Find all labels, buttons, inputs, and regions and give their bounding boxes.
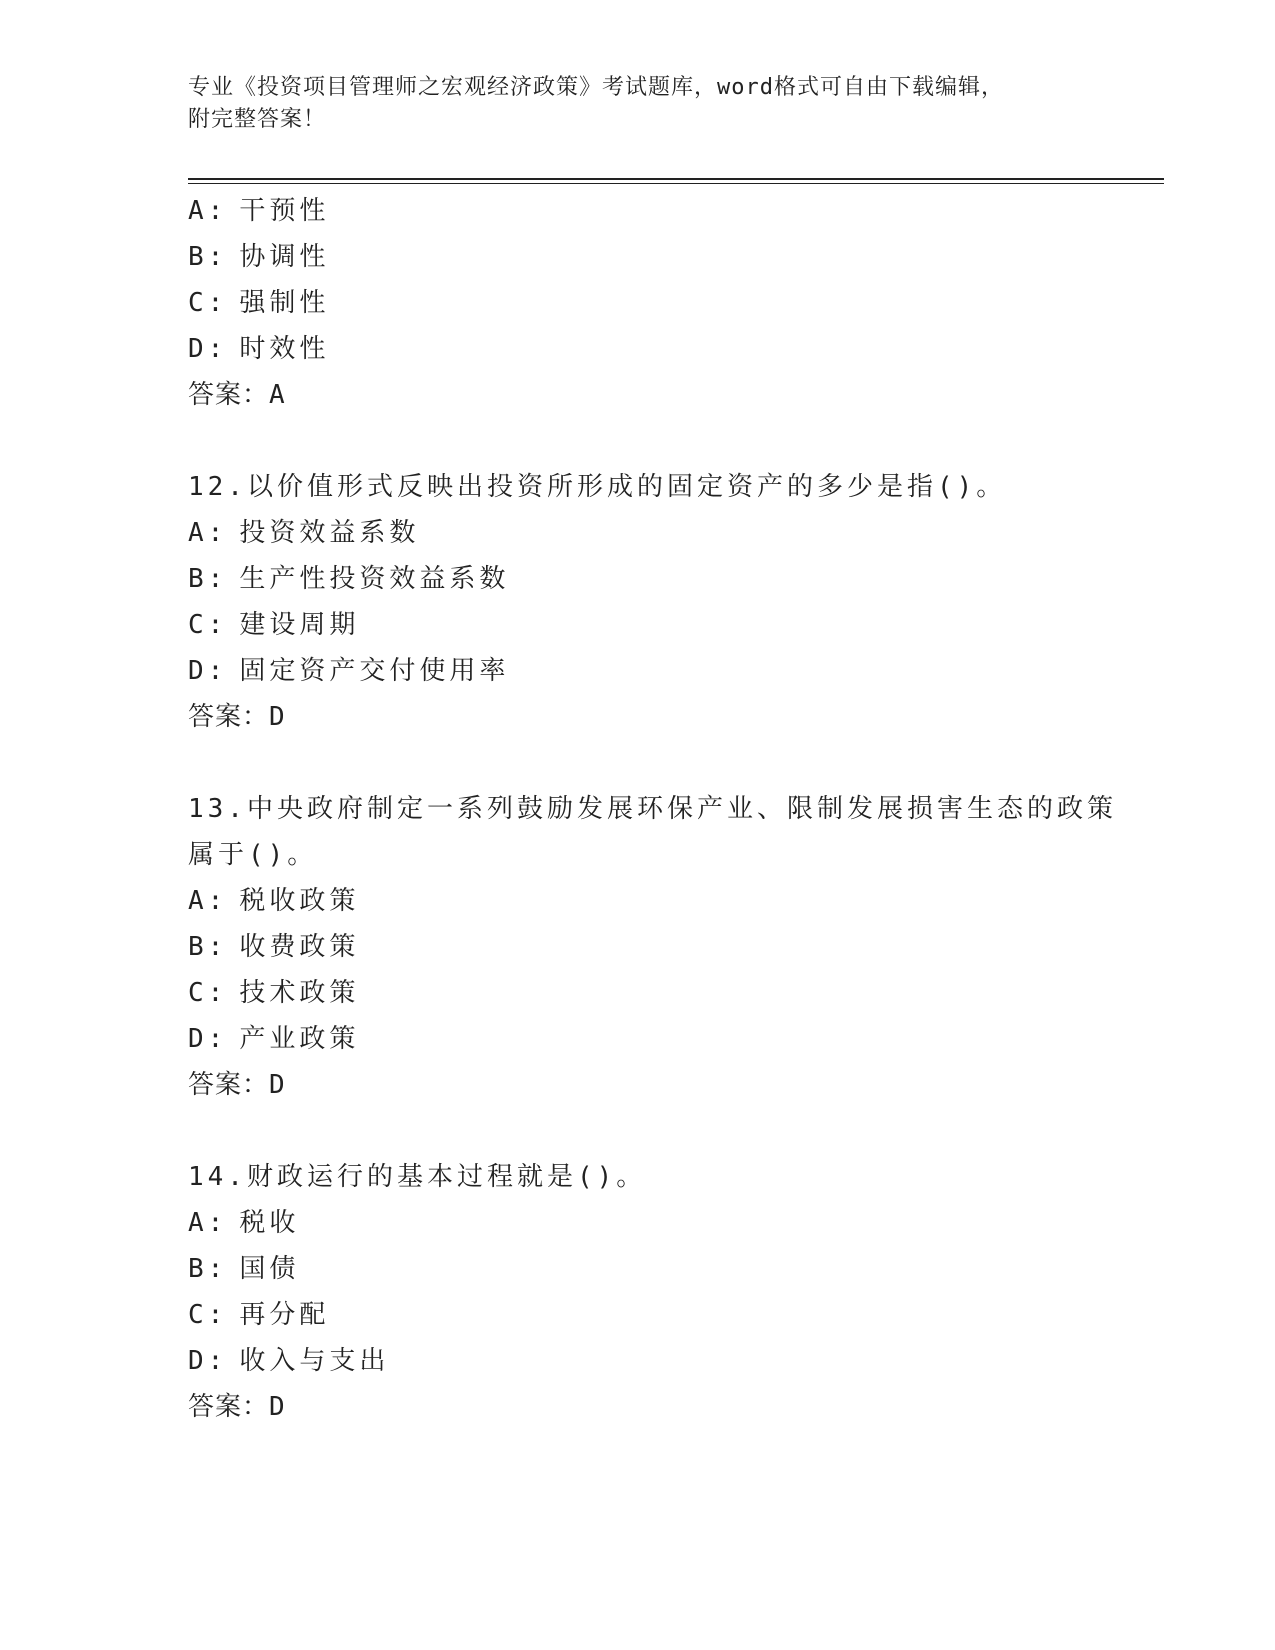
- header-divider-thick: [188, 178, 1164, 180]
- option-text: 收入与支出: [239, 1346, 390, 1376]
- option-d: [188, 1016, 1088, 1062]
- option-b: [188, 556, 1088, 602]
- header-line-2: 附完整答案！: [188, 107, 327, 132]
- option-d: [188, 648, 1088, 694]
- option-text: 产业政策: [239, 1024, 360, 1054]
- option-a: [188, 878, 1088, 924]
- answer-line: 答案：A: [188, 380, 286, 410]
- answer-line: 答案：D: [188, 1070, 286, 1100]
- option-label: B:: [188, 564, 228, 594]
- option-text: 收费政策: [239, 932, 360, 962]
- question-block-13: [188, 786, 1117, 1108]
- option-label: A:: [188, 518, 228, 548]
- option-d: [188, 326, 1088, 372]
- option-label: D:: [188, 334, 228, 364]
- option-label: B:: [188, 932, 228, 962]
- option-label: D:: [188, 1024, 228, 1054]
- option-text: 建设周期: [239, 610, 360, 640]
- option-c: [188, 970, 1088, 1016]
- option-text: 税收政策: [239, 886, 360, 916]
- option-text: 技术政策: [239, 978, 360, 1008]
- question-stem-line-2: 属于()。: [188, 840, 318, 870]
- document-header: [188, 72, 1088, 136]
- option-text: 投资效益系数: [239, 518, 420, 548]
- header-divider-thin: [188, 183, 1164, 184]
- option-b: [188, 924, 1088, 970]
- option-text: 税收: [239, 1208, 300, 1238]
- option-text: 再分配: [239, 1300, 330, 1330]
- option-label: D:: [188, 656, 228, 686]
- option-label: C:: [188, 610, 228, 640]
- question-stem: 14.财政运行的基本过程就是()。: [188, 1162, 647, 1192]
- option-d: [188, 1338, 1088, 1384]
- option-label: A:: [188, 1208, 228, 1238]
- option-label: A:: [188, 196, 228, 226]
- option-text: 固定资产交付使用率: [239, 656, 510, 686]
- option-text: 生产性投资效益系数: [239, 564, 510, 594]
- option-text: 干预性: [239, 196, 330, 226]
- option-a: [188, 188, 1088, 234]
- question-block-14: [188, 1154, 1088, 1430]
- answer-line: 答案：D: [188, 1392, 286, 1422]
- answer-line: 答案：D: [188, 702, 286, 732]
- option-label: B:: [188, 242, 228, 272]
- question-block-12: [188, 464, 1088, 740]
- spacer: [188, 740, 1088, 786]
- option-c: [188, 1292, 1088, 1338]
- option-label: C:: [188, 978, 228, 1008]
- option-text: 国债: [239, 1254, 300, 1284]
- option-text: 协调性: [239, 242, 330, 272]
- header-line-1: 专业《投资项目管理师之宏观经济政策》考试题库，word格式可自由下载编辑，: [188, 75, 1004, 100]
- question-stem: 12.以价值形式反映出投资所形成的固定资产的多少是指()。: [188, 472, 1007, 502]
- option-a: [188, 510, 1088, 556]
- option-b: [188, 1246, 1088, 1292]
- option-label: C:: [188, 1300, 228, 1330]
- option-c: [188, 602, 1088, 648]
- spacer: [188, 1108, 1088, 1154]
- option-a: [188, 1200, 1088, 1246]
- option-label: D:: [188, 1346, 228, 1376]
- question-block-partial: [188, 188, 1088, 418]
- option-text: 时效性: [239, 334, 330, 364]
- question-list: [188, 188, 1117, 1430]
- option-label: B:: [188, 1254, 228, 1284]
- option-label: C:: [188, 288, 228, 318]
- question-stem-line-1: 13.中央政府制定一系列鼓励发展环保产业、限制发展损害生态的政策: [188, 794, 1117, 824]
- spacer: [188, 418, 1088, 464]
- option-label: A:: [188, 886, 228, 916]
- option-b: [188, 234, 1088, 280]
- option-text: 强制性: [239, 288, 330, 318]
- option-c: [188, 280, 1088, 326]
